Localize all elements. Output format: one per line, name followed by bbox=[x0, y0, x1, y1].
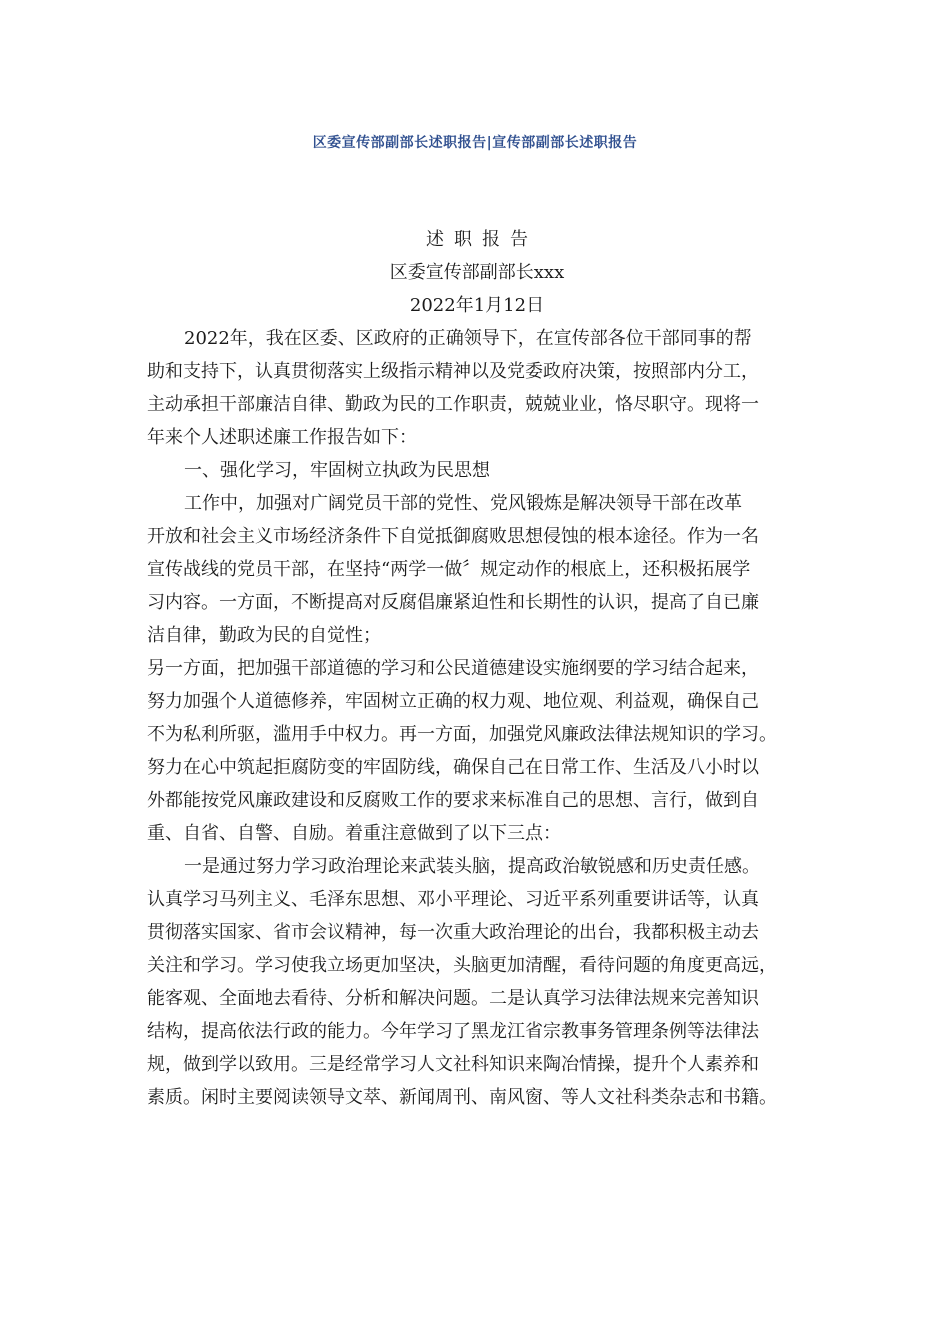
paragraph-line: 不为私利所驱，滥用手中权力。再一方面，加强党风廉政法律法规知识的学习。 bbox=[147, 724, 777, 745]
paragraph-line: 贯彻落实国家、省市会议精神，每一次重大政治理论的出台，我都积极主动去 bbox=[147, 922, 759, 943]
paragraph-line: 宣传战线的党员干部，在坚持“两学一做〞规定动作的根底上，还积极拓展学 bbox=[147, 559, 751, 580]
document-title: 区委宣传部副部长述职报告|宣传部副部长述职报告 bbox=[312, 135, 638, 151]
paragraph-line: 能客观、全面地去看待、分析和解决问题。二是认真学习法律法规来完善知识 bbox=[147, 988, 759, 1009]
paragraph-line: 另一方面，把加强干部道德的学习和公民道德建设实施纲要的学习结合起来， bbox=[147, 658, 759, 679]
paragraph-line: 关注和学习。学习使我立场更加坚决，头脑更加清醒，看待问题的角度更高远， bbox=[147, 955, 777, 976]
paragraph-line: 认真学习马列主义、毛泽东思想、邓小平理论、习近平系列重要讲话等，认真 bbox=[147, 889, 759, 910]
paragraph-line: 习内容。一方面，不断提高对反腐倡廉紧迫性和长期性的认识，提高了自已廉 bbox=[147, 592, 759, 613]
paragraph-line: 工作中，加强对广阔党员干部的党性、党风锻炼是解决领导干部在改革 bbox=[184, 493, 742, 514]
paragraph-line: 结构，提高依法行政的能力。今年学习了黑龙江省宗教事务管理条例等法律法 bbox=[147, 1021, 759, 1042]
paragraph-line: 努力在心中筑起拒腐防变的牢固防线，确保自己在日常工作、生活及八小时以 bbox=[147, 757, 759, 778]
author-line: 区委宣传部副部长xxx bbox=[389, 262, 565, 283]
paragraph-line: 开放和社会主义市场经济条件下自觉抵御腐败思想侵蚀的根本途径。作为一名 bbox=[147, 526, 759, 547]
paragraph-line: 助和支持下，认真贯彻落实上级指示精神以及党委政府决策，按照部内分工， bbox=[147, 361, 759, 382]
report-heading: 述职报告 bbox=[426, 229, 538, 250]
section-heading: 一、强化学习，牢固树立执政为民思想 bbox=[184, 460, 490, 481]
paragraph-line: 重、自省、自警、自励。着重注意做到了以下三点： bbox=[147, 823, 561, 844]
paragraph-line: 一是通过努力学习政治理论来武装头脑，提高政治敏锐感和历史责任感。 bbox=[184, 856, 760, 877]
paragraph-line: 主动承担干部廉洁自律、勤政为民的工作职责，兢兢业业，恪尽职守。现将一 bbox=[147, 394, 759, 415]
paragraph-line: 规，做到学以致用。三是经常学习人文社科知识来陶冶情操，提升个人素养和 bbox=[147, 1054, 759, 1075]
paragraph-line: 素质。闲时主要阅读领导文萃、新闻周刊、南风窗、等人文社科类杂志和书籍。 bbox=[147, 1087, 777, 1108]
paragraph-line: 洁自律，勤政为民的自觉性； bbox=[147, 625, 381, 646]
document-body bbox=[147, 223, 807, 1114]
paragraph-line: 外都能按党风廉政建设和反腐败工作的要求来标准自己的思想、言行，做到自 bbox=[147, 790, 759, 811]
paragraph-line: 年来个人述职述廉工作报告如下： bbox=[147, 427, 417, 448]
paragraph-line: 2022年，我在区委、区政府的正确领导下，在宣传部各位干部同事的帮 bbox=[184, 328, 752, 349]
date-line: 2022年1月12日 bbox=[409, 295, 545, 316]
paragraph-line: 努力加强个人道德修养，牢固树立正确的权力观、地位观、利益观，确保自己 bbox=[147, 691, 759, 712]
